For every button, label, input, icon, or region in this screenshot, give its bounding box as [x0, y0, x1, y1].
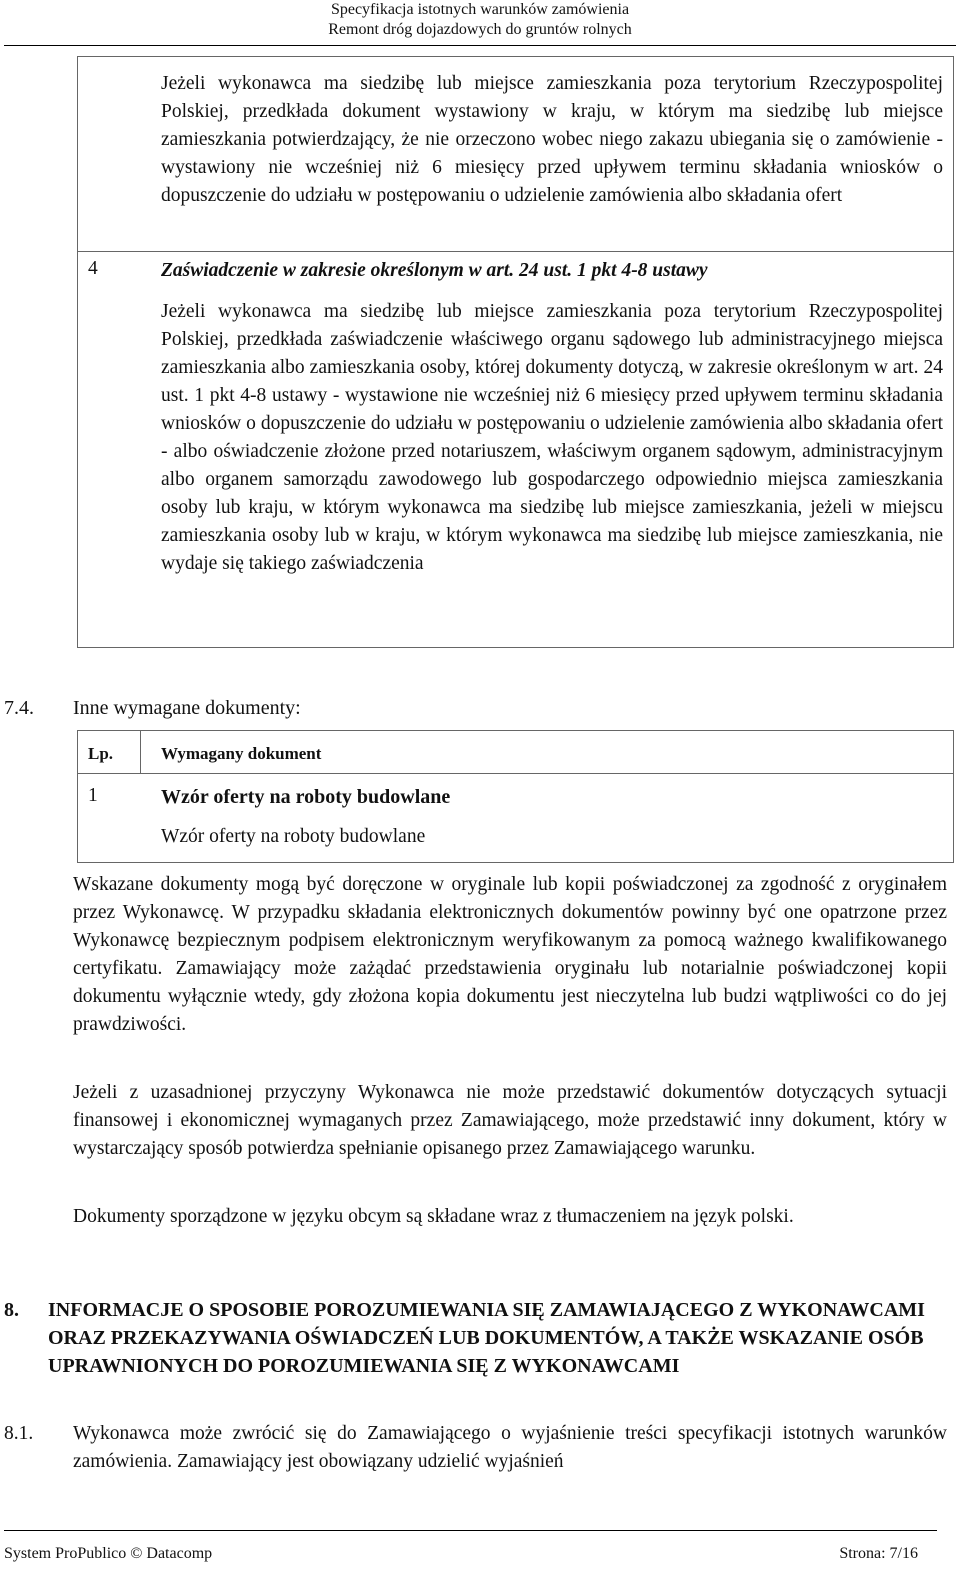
section-number: 7.4.: [4, 697, 34, 719]
table-header-divider: [78, 773, 953, 774]
header-spec-title: Specyfikacja istotnych warunków zamówienia: [330, 1, 630, 18]
header-project-title: Remont dróg dojazdowych do gruntów rolnych: [328, 21, 632, 38]
section-number: 8.: [4, 1299, 19, 1321]
table-row-number: 4: [88, 258, 98, 279]
paragraph-translation: Dokumenty sporządzone w języku obcym są składane wraz z tłumaczeniem na język polski.: [73, 1206, 794, 1227]
column-header-document: Wymagany dokument: [161, 744, 322, 763]
table-column-divider: [140, 731, 141, 773]
paragraph-alternative-document: Jeżeli z uzasadnionej przyczyny Wykonawca nie może przedstawić dokumentów dotyczących sytuacji finansowej i ekonomicznej wymaganych przez Zamawiającego, może przedstawić inny dokument, który w wystarczający sposób potwierdza spełnianie opisanego przez Zamawiającego warunku.: [73, 1082, 947, 1159]
header-divider: [4, 45, 956, 46]
footer-divider: [4, 1530, 937, 1531]
subsection-text: Wykonawca może zwrócić się do Zamawiającego o wyjaśnienie treści specyfikacji istotnych warunków zamówienia. Zamawiający jest obowiązany udzielić wyjaśnień: [73, 1423, 947, 1472]
column-header-lp: Lp.: [88, 744, 114, 763]
table-row-title: Zaświadczenie w zakresie określonym w art. 24 ust. 1 pkt 4-8 ustawy: [161, 260, 708, 281]
table-row-divider: [78, 251, 953, 252]
page-header: [0, 0, 960, 50]
table-row-description: Wzór oferty na roboty budowlane: [161, 826, 426, 847]
section-heading: Inne wymagane dokumenty:: [73, 697, 301, 719]
section-title: INFORMACJE O SPOSOBIE POROZUMIEWANIA SIĘ ZAMAWIAJĄCEGO Z WYKONAWCAMI ORAZ PRZEKAZYWANIA OŚWIADCZEŃ LUB DOKUMENTÓW, A TAKŻE WSKAZANIE OSÓB UPRAWNIONYCH DO POROZUMIEWANIA SIĘ Z WYKONAWCAMI: [48, 1299, 925, 1377]
table-row-number: 1: [88, 785, 98, 806]
page-number: Strona: 7/16: [839, 1545, 918, 1562]
table-row-description: Jeżeli wykonawca ma siedzibę lub miejsce zamieszkania poza terytorium Rzeczypospolitej Polskiej, przedkłada zaświadczenie właściwego organu sądowego lub administracyjnego miejsca zamieszkania albo zamieszkania osoby, której dokumenty dotyczą, w zakresie określonym w art. 24 ust. 1 pkt 4-8 ustawy - wystawione nie wcześniej niż 6 miesięcy przed upływem terminu składania wniosków o dopuszczenie do udziału w postępowaniu o udzielenie zamówienia albo składania ofert - albo oświadczenie złożone przed notariuszem, właściwym organem sądowym, administracyjnym albo organem samorządu zawodowego lub gospodarczego odpowiednio miejsca zamieszkania osoby lub kraju, w którym wykonawca ma siedzibę lub miejsce zamieszkania, jeżeli w miejscu zamieszkania osoby lub w kraju, w którym wykonawca ma siedzibę lub miejsce zamieszkania, nie wydaje się takiego zaświadczenia: [161, 301, 943, 574]
footer-copyright: System ProPublico © Datacomp: [4, 1545, 213, 1562]
table-row-prev-description: Jeżeli wykonawca ma siedzibę lub miejsce zamieszkania poza terytorium Rzeczypospolitej Polskiej, przedkłada dokument wystawiony w kraju, w którym ma siedzibę lub miejsce zamieszkania potwierdzający, że nie orzeczono wobec niego zakazu ubiegania się o zamówienie - wystawiony nie wcześniej niż 6 miesięcy przed upływem terminu składania wniosków o dopuszczenie do udziału w postępowaniu o udzielenie zamówienia albo składania ofert: [161, 73, 943, 206]
paragraph-documents-certification: Wskazane dokumenty mogą być doręczone w oryginale lub kopii poświadczonej za zgodność z oryginałem przez Wykonawcę. W przypadku składania elektronicznych dokumentów powinny być one opatrzone przez Wykonawcę bezpiecznym podpisem elektronicznym weryfikowanym za pomocą ważnego kwalifikowanego certyfikatu. Zamawiający może zażądać przedstawienia oryginału lub notarialnie poświadczonej kopii dokumentu wyłącznie wtedy, gdy złożona kopia dokumentu jest nieczytelna lub budzi wątpliwości co do jej prawdziwości.: [73, 874, 947, 1035]
subsection-number: 8.1.: [4, 1423, 34, 1444]
table-row-title: Wzór oferty na roboty budowlane: [161, 786, 451, 808]
